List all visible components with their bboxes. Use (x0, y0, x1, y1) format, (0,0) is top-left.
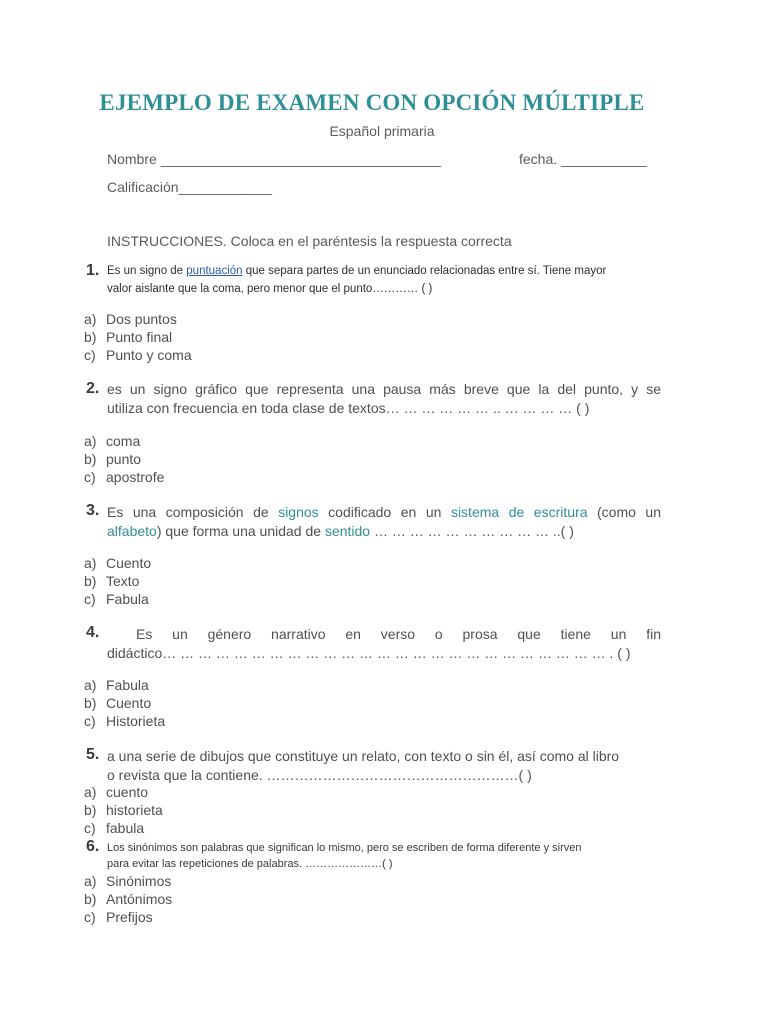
option-letter: b) (84, 891, 97, 907)
option-a (84, 555, 151, 571)
option-text: fabula (106, 820, 145, 836)
signos-link[interactable]: signos (278, 504, 319, 520)
option-a (84, 677, 149, 693)
option-text: Dos puntos (106, 311, 177, 327)
calificacion-label: Calificación (107, 179, 179, 195)
option-letter: a) (84, 677, 97, 693)
q3-text: (como un (587, 504, 662, 520)
question-5-line2: o revista que la contiene. ………………………………………………( ) (107, 767, 532, 783)
nombre-label: Nombre (107, 151, 157, 167)
option-letter: b) (84, 573, 97, 589)
option-b (84, 695, 151, 711)
option-text: Prefijos (106, 909, 153, 925)
question-6-line1: Los sinónimos son palabras que significan lo mismo, pero se escriben de forma diferente y sirven (107, 842, 582, 854)
option-text: punto (106, 451, 142, 467)
q1-text: Es un signo de (107, 265, 187, 277)
option-letter: b) (84, 451, 97, 467)
question-3-line2 (107, 523, 574, 539)
q3-text: ) que forma una unidad de (156, 523, 325, 539)
q3-text: … … … … … … … … … … ..( ) (370, 523, 574, 539)
calificacion-field (107, 179, 272, 195)
fecha-label: fecha. (519, 151, 558, 167)
page-title: EJEMPLO DE EXAMEN CON OPCIÓN MÚLTIPLE (99, 90, 645, 115)
option-text: Antónimos (106, 891, 173, 907)
question-5-line1: a una serie de dibujos que constituye un relato, con texto o sin él, así como al libro (107, 748, 620, 764)
question-1-line1 (107, 265, 606, 277)
question-number: 6. (86, 838, 100, 855)
puntuacion-link[interactable]: puntuación (186, 265, 243, 277)
option-a (84, 784, 148, 800)
option-letter: c) (84, 347, 96, 363)
option-text: Cuento (106, 695, 152, 711)
nombre-line: ____________________________________ (160, 151, 441, 167)
option-b (84, 329, 172, 345)
sentido-link[interactable]: sentido (324, 523, 371, 539)
option-letter: c) (84, 591, 96, 607)
option-a (84, 311, 177, 327)
option-letter: a) (84, 784, 97, 800)
nombre-field (107, 151, 441, 167)
option-text: historieta (106, 802, 163, 818)
option-letter: c) (84, 713, 96, 729)
question-2-line2: utiliza con frecuencia en toda clase de textos… … … … … … .. … … … … ( ) (107, 400, 590, 416)
option-letter: c) (84, 469, 96, 485)
instructions: INSTRUCCIONES. Coloca en el paréntesis la respuesta correcta (107, 233, 512, 249)
option-letter: a) (84, 555, 97, 571)
option-letter: b) (84, 802, 97, 818)
option-letter: a) (84, 311, 97, 327)
option-text: Texto (106, 573, 140, 589)
alfabeto-link[interactable]: alfabeto (107, 523, 157, 539)
sistema-de-escritura-link[interactable]: sistema de escritura (450, 504, 588, 520)
option-text: Sinónimos (106, 873, 172, 889)
option-letter: a) (84, 433, 97, 449)
option-c (84, 820, 144, 836)
option-text: Cuento (106, 555, 152, 571)
question-3-line1 (107, 504, 661, 520)
option-b (84, 451, 141, 467)
question-number: 3. (86, 502, 100, 519)
option-b (84, 573, 139, 589)
question-number: 4. (86, 624, 100, 641)
question-4-line1: Es un género narrativo en verso o prosa que tiene un fin (136, 626, 661, 642)
question-4-line2: didáctico… … … … … … … … … … … … … … … … … … … … … … … … … . ( ) (107, 645, 631, 661)
option-text: coma (106, 433, 141, 449)
option-text: Punto final (106, 329, 173, 345)
fecha-field (519, 151, 647, 167)
option-text: Historieta (106, 713, 166, 729)
option-b (84, 802, 163, 818)
question-number: 1. (86, 262, 100, 279)
fecha-line: ___________ (561, 151, 647, 167)
option-text: apostrofe (106, 469, 165, 485)
option-c (84, 347, 192, 363)
option-letter: c) (84, 820, 96, 836)
option-text: Punto y coma (106, 347, 192, 363)
option-text: Fabula (106, 591, 149, 607)
option-c (84, 591, 149, 607)
option-letter: a) (84, 873, 97, 889)
question-2-line1: es un signo gráfico que representa una pausa más breve que la del punto, y se (107, 381, 661, 397)
option-text: cuento (106, 784, 149, 800)
option-a (84, 433, 140, 449)
option-letter: b) (84, 329, 97, 345)
page-subtitle: Español primaria (329, 123, 435, 139)
question-1-line2: valor aislante que la coma, pero menor que el punto………… ( ) (107, 283, 433, 295)
option-b (84, 891, 172, 907)
question-6-line2: para evitar las repeticiones de palabras. …………………( ) (107, 858, 393, 870)
option-c (84, 469, 164, 485)
q1-text: que separa partes de un enunciado relacionadas entre sí. Tiene mayor (242, 265, 607, 277)
q3-text: Es una composición de (107, 504, 279, 520)
q3-text: codificado en un (318, 504, 451, 520)
option-c (84, 713, 165, 729)
option-letter: c) (84, 909, 96, 925)
question-number: 2. (86, 380, 100, 397)
option-text: Fabula (106, 677, 149, 693)
option-c (84, 909, 153, 925)
question-number: 5. (86, 746, 100, 763)
calificacion-line: ____________ (178, 179, 273, 195)
option-a (84, 873, 171, 889)
option-letter: b) (84, 695, 97, 711)
